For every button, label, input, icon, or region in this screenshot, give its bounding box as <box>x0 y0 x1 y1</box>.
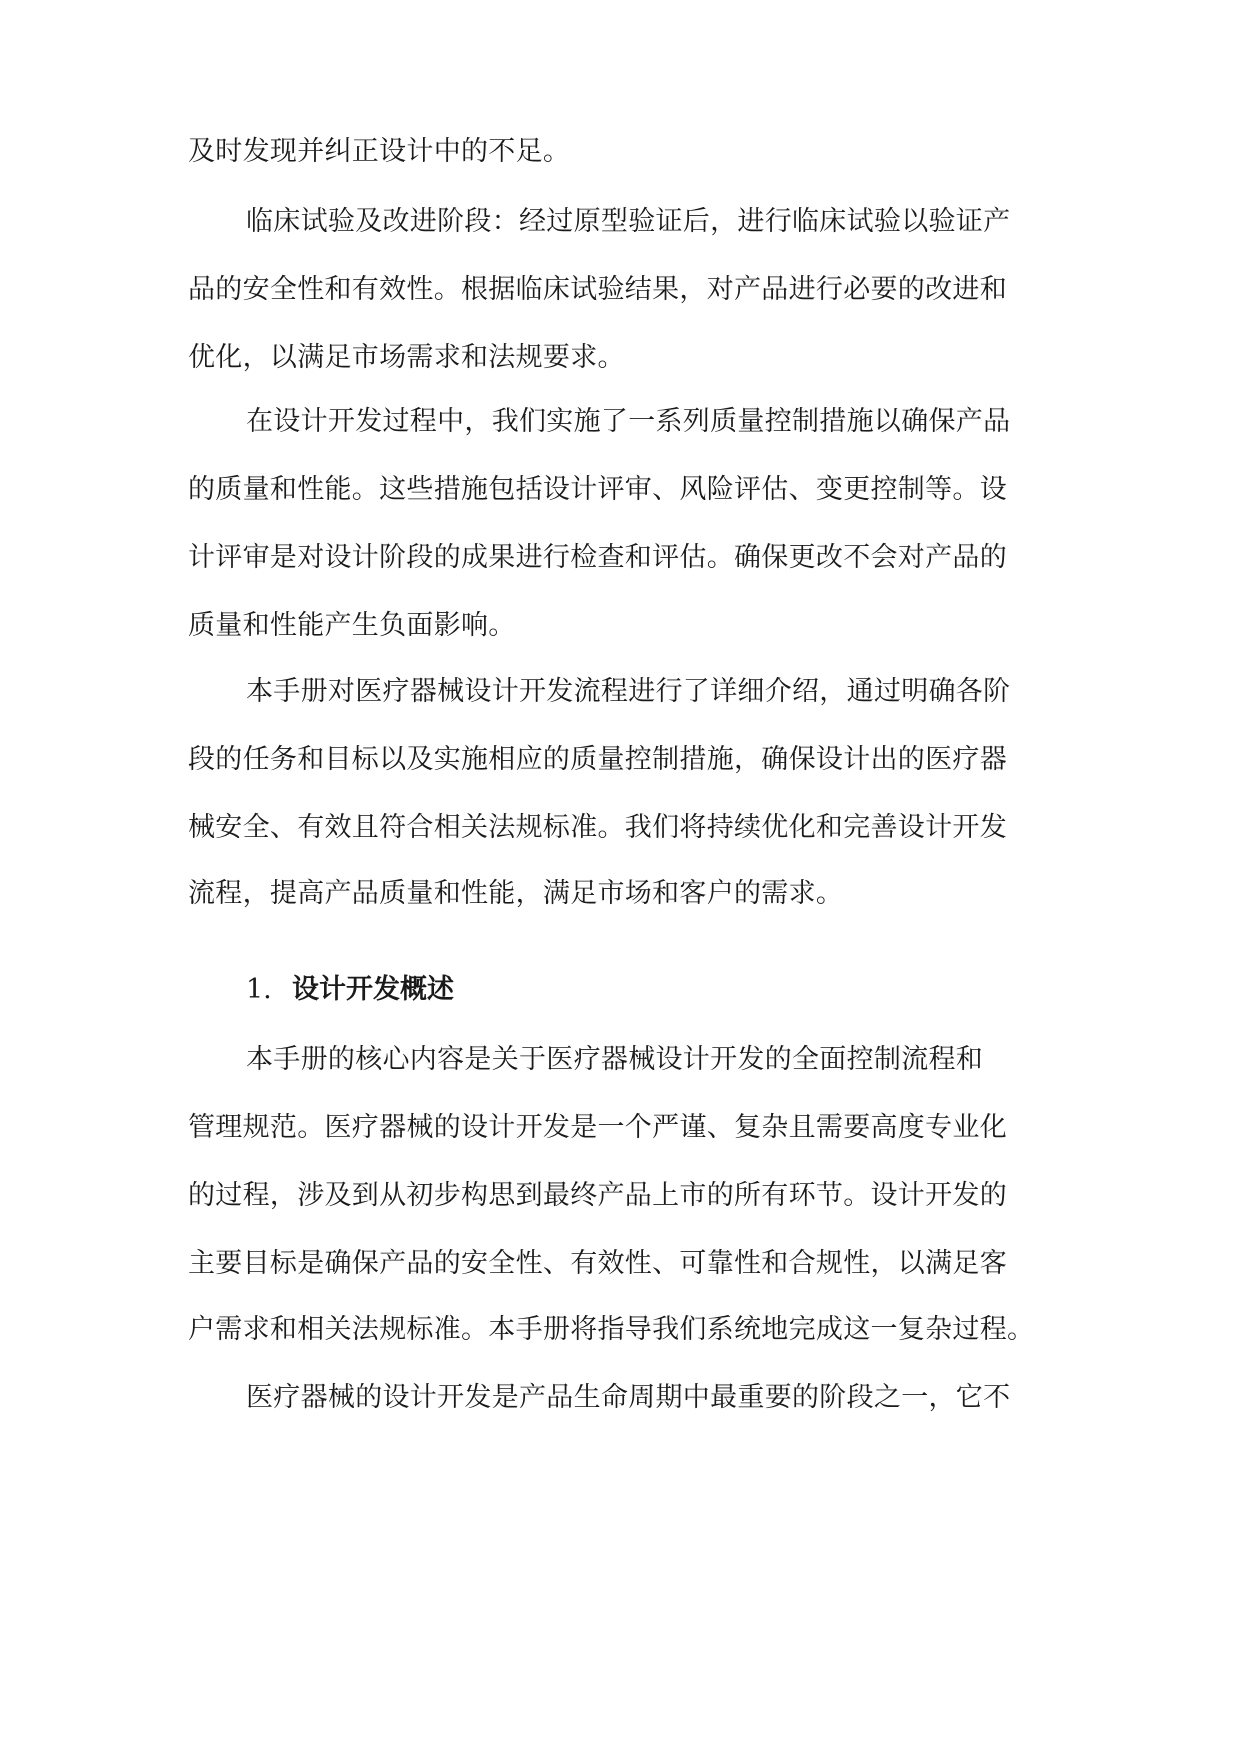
paragraph-line: 医疗器械的设计开发是产品生命周期中最重要的阶段之一，它不 <box>246 1382 1011 1413</box>
paragraph-line: 及时发现并纠正设计中的不足。 <box>188 136 571 167</box>
paragraph-line: 管理规范。医疗器械的设计开发是一个严谨、复杂且需要高度专业化 <box>188 1112 1007 1143</box>
section-title: 设计开发概述 <box>292 974 454 1005</box>
paragraph-line: 户需求和相关法规标准。本手册将指导我们系统地完成这一复杂过程。 <box>188 1314 1035 1345</box>
paragraph-line: 主要目标是确保产品的安全性、有效性、可靠性和合规性，以满足客 <box>188 1248 1007 1279</box>
section-number: 1. <box>246 974 272 1005</box>
paragraph-line: 本手册的核心内容是关于医疗器械设计开发的全面控制流程和 <box>246 1044 984 1075</box>
paragraph-line: 品的安全性和有效性。根据临床试验结果，对产品进行必要的改进和 <box>188 274 1007 305</box>
paragraph-line: 计评审是对设计阶段的成果进行检查和评估。确保更改不会对产品的 <box>188 542 1007 573</box>
paragraph-line: 流程，提高产品质量和性能，满足市场和客户的需求。 <box>188 878 844 909</box>
paragraph-line: 本手册对医疗器械设计开发流程进行了详细介绍，通过明确各阶 <box>246 676 1011 707</box>
paragraph-line: 段的任务和目标以及实施相应的质量控制措施，确保设计出的医疗器 <box>188 744 1007 775</box>
paragraph-line: 质量和性能产生负面影响。 <box>188 610 516 641</box>
paragraph-line: 的质量和性能。这些措施包括设计评审、风险评估、变更控制等。设 <box>188 474 1007 505</box>
paragraph-line: 在设计开发过程中，我们实施了一系列质量控制措施以确保产品 <box>246 406 1011 437</box>
paragraph-line: 械安全、有效且符合相关法规标准。我们将持续优化和完善设计开发 <box>188 812 1007 843</box>
paragraph-line: 的过程，涉及到从初步构思到最终产品上市的所有环节。设计开发的 <box>188 1180 1007 1211</box>
section-heading <box>246 973 454 1007</box>
paragraph-line: 优化，以满足市场需求和法规要求。 <box>188 342 625 373</box>
paragraph-line: 临床试验及改进阶段：经过原型验证后，进行临床试验以验证产 <box>246 206 1011 237</box>
